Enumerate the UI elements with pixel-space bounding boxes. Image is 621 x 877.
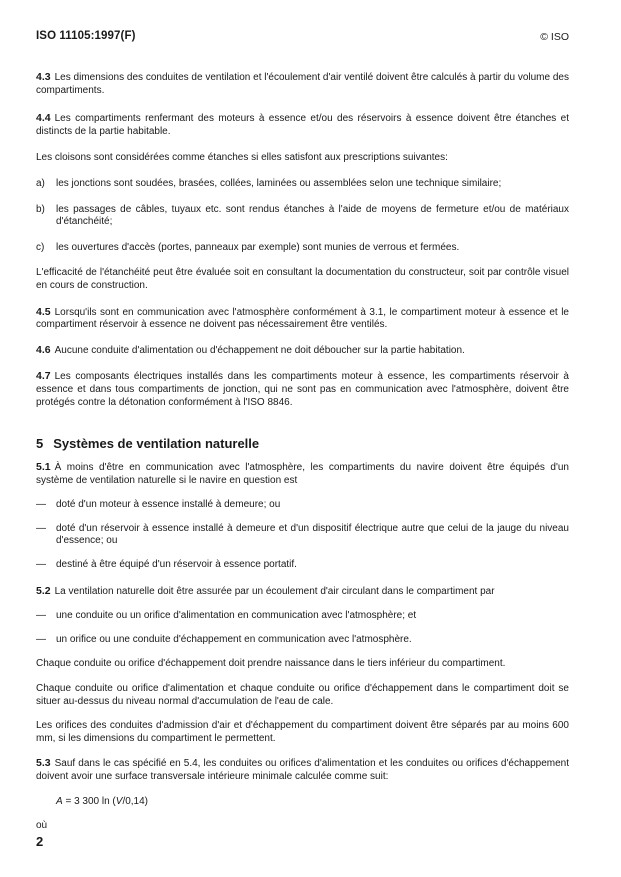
paragraph: L'efficacité de l'étanchéité peut être évaluée soit en consultant la documentation du constructeur, soit par contrôle visuel en cours de construction. bbox=[36, 267, 569, 291]
copyright-notice: © ISO bbox=[540, 31, 569, 43]
list-marker: a) bbox=[36, 177, 45, 189]
list-item bbox=[36, 610, 569, 623]
clause-number: 5.1 bbox=[36, 461, 51, 474]
clause-number: 4.7 bbox=[36, 370, 51, 383]
clause-number: 4.5 bbox=[36, 305, 51, 318]
list-item bbox=[36, 242, 569, 255]
where-label: où bbox=[36, 820, 48, 832]
list-marker: — bbox=[36, 522, 46, 534]
section-number: 5 bbox=[36, 436, 44, 452]
list-marker: — bbox=[36, 610, 46, 622]
formula-variable: V bbox=[115, 795, 123, 807]
clause-number: 4.3 bbox=[36, 71, 51, 83]
paragraph: Les cloisons sont considérées comme étanches si elles satisfont aux prescriptions suivantes: bbox=[36, 152, 448, 164]
list-text: les jonctions sont soudées, brasées, collées, laminées ou assemblées selon une technique similaire; bbox=[56, 177, 502, 189]
clause-text: Lorsqu'ils sont en communication avec l'atmosphère conformément à 3.1, le compartiment moteur à essence et le compartiment réservoir à essence ne doivent pas nécessairement être ventilés. bbox=[36, 306, 569, 331]
list-item bbox=[36, 559, 569, 572]
formula-variable: A bbox=[56, 795, 63, 807]
document-body bbox=[36, 71, 569, 833]
clause-text: La ventilation naturelle doit être assurée par un écoulement d'air circulant dans le compartiment par bbox=[54, 585, 495, 597]
section-heading bbox=[36, 436, 569, 452]
list-marker: — bbox=[36, 499, 46, 511]
clause-number: 4.6 bbox=[36, 343, 51, 356]
clause-4-7 bbox=[36, 370, 569, 409]
section-title: Systèmes de ventilation naturelle bbox=[53, 436, 260, 452]
list-text: les ouvertures d'accès (portes, panneaux par exemple) sont munies de verrous et fermées. bbox=[56, 241, 460, 253]
page-number: 2 bbox=[36, 834, 44, 849]
list-text: une conduite ou un orifice d'alimentation en communication avec l'atmosphère; et bbox=[56, 610, 417, 622]
list-item bbox=[36, 178, 569, 191]
clause-text: Les composants électriques installés dans les compartiments moteur à essence, les compartiments réservoir à essence et dans tous compartiments de jonction, qui ne sont pas en communication avec l'atmosphère, doivent être protégés contre la détonation conformément à l'ISO 8846. bbox=[36, 371, 569, 408]
paragraph: Les orifices des conduites d'admission d'air et d'échappement du compartiment doivent être séparés par au moins 600 mm, si les dimensions du compartiment le permettent. bbox=[36, 720, 569, 744]
list-text: doté d'un moteur à essence installé à demeure; ou bbox=[56, 499, 281, 511]
formula bbox=[36, 796, 569, 809]
paragraph: Chaque conduite ou orifice d'alimentation et chaque conduite ou orifice d'échappement dans le compartiment doit se situer au-dessus du niveau normal d'accumulation de l'eau de cale. bbox=[36, 683, 569, 707]
clause-4-5 bbox=[36, 306, 569, 332]
clause-5-3 bbox=[36, 757, 569, 783]
clause-5-2 bbox=[36, 585, 569, 599]
list-item bbox=[36, 204, 569, 229]
paragraph: Chaque conduite ou orifice d'échappement doit prendre naissance dans le tiers inférieur du compartiment. bbox=[36, 658, 506, 670]
document-id: ISO 11105:1997(F) bbox=[36, 30, 136, 42]
list-text: destiné à être équipé d'un réservoir à essence portatif. bbox=[56, 559, 297, 571]
list-marker: — bbox=[36, 633, 46, 645]
list-text: les passages de câbles, tuyaux etc. sont rendus étanches à l'aide de moyens de fermeture et/ou de matériaux d'étanchéité; bbox=[56, 203, 569, 228]
list-marker: — bbox=[36, 559, 46, 571]
list-item bbox=[36, 523, 569, 548]
clause-5-1 bbox=[36, 461, 569, 487]
clause-4-4 bbox=[36, 112, 569, 138]
list-text: un orifice ou une conduite d'échappement en communication avec l'atmosphère. bbox=[56, 633, 412, 645]
clause-number: 4.4 bbox=[36, 112, 51, 125]
list-text: doté d'un réservoir à essence installé à demeure et d'un dispositif électrique autre que celui de la jauge du niveau d'essence; ou bbox=[56, 522, 569, 547]
clause-text: À moins d'être en communication avec l'atmosphère, les compartiments du navire doivent être équipés d'un système de ventilation naturelle si le navire en question est bbox=[36, 462, 569, 486]
clause-text: Les dimensions des conduites de ventilation et l'écoulement d'air ventilé doivent être calculés à partir du volume des compartiments. bbox=[36, 72, 569, 96]
clause-text: Les compartiments renfermant des moteurs à essence et/ou des réservoirs à essence doivent être étanches et distincts de la partie habitable. bbox=[36, 113, 569, 137]
formula-body: = 3 300 ln ( bbox=[62, 795, 116, 807]
clause-text: Aucune conduite d'alimentation ou d'échappement ne doit déboucher sur la partie habitation. bbox=[54, 344, 465, 356]
list-item bbox=[36, 499, 569, 512]
clause-number: 5.2 bbox=[36, 584, 51, 597]
list-marker: b) bbox=[36, 203, 45, 215]
clause-4-6 bbox=[36, 344, 569, 358]
list-marker: c) bbox=[36, 241, 45, 253]
list-item bbox=[36, 634, 569, 647]
clause-number: 5.3 bbox=[36, 757, 51, 770]
clause-text: Sauf dans le cas spécifié en 5.4, les conduites ou orifices d'alimentation et les conduites ou orifices d'échappement doivent avoir une surface transversale intérieure minimale calculée comme suit: bbox=[36, 758, 569, 782]
clause-4-3 bbox=[36, 71, 569, 97]
formula-body: /0,14) bbox=[122, 795, 149, 807]
